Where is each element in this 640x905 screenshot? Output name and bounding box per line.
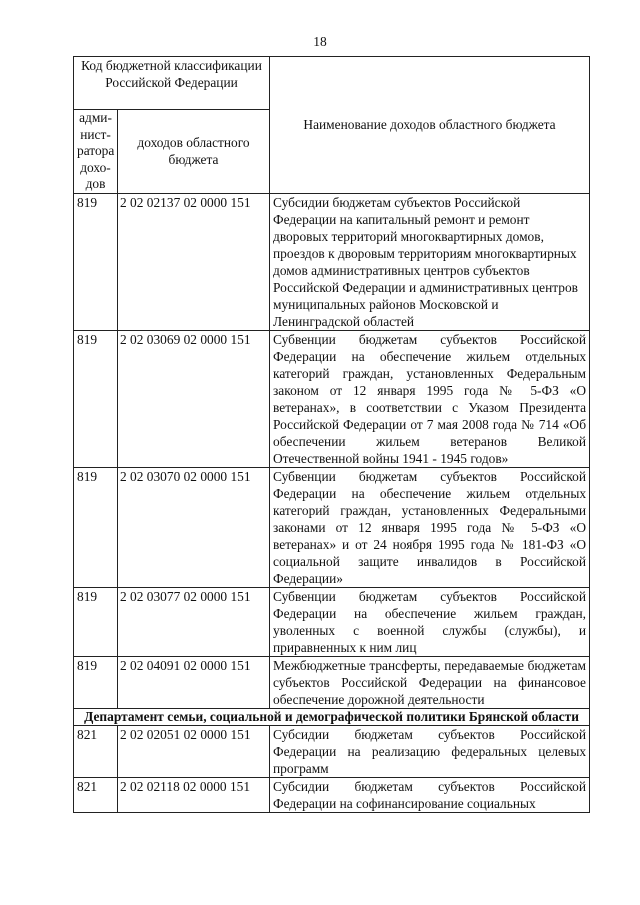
header-code-group: Код бюджетной классификации Российской Федерации (74, 57, 270, 110)
income-name-cell: Субвенции бюджетам субъектов Российской Федерации на обеспечение жильем отдельных категорий граждан, установленных Федеральным законом от 12 января 1995 года № 5-ФЗ «О ветеранах», в соответствии с Указом Президента Российской Федерации от 7 мая 2008 года № 714 «Об обеспечении жильем ветеранов Великой Отечественной войны 1941 - 1945 годов» (270, 330, 590, 467)
table-row (74, 467, 590, 587)
table-row (74, 777, 590, 812)
income-code-cell: 2 02 02118 02 0000 151 (118, 777, 270, 812)
admin-code-cell: 819 (74, 193, 118, 330)
income-code-cell: 2 02 04091 02 0000 151 (118, 656, 270, 708)
income-name-cell: Субсидии бюджетам субъектов Российской Федерации на капитальный ремонт и ремонт дворовых территорий многоквартирных домов, проездов к дворовым территориям многоквартирных домов административных центров субъектов Российской Федерации и административных центров муниципальных районов Московской и Ленинградской областей (270, 193, 590, 330)
header-admin: адми-нист-ратора дохо-дов (74, 110, 118, 194)
income-code-cell: 2 02 02051 02 0000 151 (118, 725, 270, 777)
income-code-cell: 2 02 02137 02 0000 151 (118, 193, 270, 330)
income-code-cell: 2 02 03077 02 0000 151 (118, 587, 270, 656)
admin-code-cell: 819 (74, 656, 118, 708)
admin-code-cell: 819 (74, 587, 118, 656)
page-number: 18 (313, 34, 327, 49)
income-name-cell: Субвенции бюджетам субъектов Российской Федерации на обеспечение жильем граждан, уволенных с военной службы (службы), и приравненных к ним лиц (270, 587, 590, 656)
admin-code-cell: 819 (74, 467, 118, 587)
income-code-cell: 2 02 03070 02 0000 151 (118, 467, 270, 587)
admin-code-cell: 821 (74, 777, 118, 812)
department-row (74, 708, 590, 725)
income-name-cell: Межбюджетные трансферты, передаваемые бюджетам субъектов Российской Федерации на финансовое обеспечение дорожной деятельности (270, 656, 590, 708)
admin-code-cell: 819 (74, 330, 118, 467)
table-row (74, 725, 590, 777)
department-title: Департамент семьи, социальной и демографической политики Брянской области (74, 708, 590, 725)
table-row (74, 656, 590, 708)
income-name-cell: Субсидии бюджетам субъектов Российской Федерации на софинансирование социальных (270, 777, 590, 812)
header-income: доходов областного бюджета (118, 110, 270, 194)
table-row (74, 587, 590, 656)
header-name: Наименование доходов областного бюджета (270, 57, 590, 194)
table-row (74, 193, 590, 330)
income-code-cell: 2 02 03069 02 0000 151 (118, 330, 270, 467)
header-row-top (74, 57, 590, 110)
table-row (74, 330, 590, 467)
admin-code-cell: 821 (74, 725, 118, 777)
budget-classification-table (73, 56, 590, 813)
income-name-cell: Субсидии бюджетам субъектов Российской Федерации на реализацию федеральных целевых программ (270, 725, 590, 777)
table-body (74, 57, 590, 813)
income-name-cell: Субвенции бюджетам субъектов Российской Федерации на обеспечение жильем отдельных категорий граждан, установленных Федеральными законами от 12 января 1995 года № 5-ФЗ «О ветеранах» и от 24 ноября 1995 года № 181-ФЗ «О социальной защите инвалидов в Российской Федерации» (270, 467, 590, 587)
